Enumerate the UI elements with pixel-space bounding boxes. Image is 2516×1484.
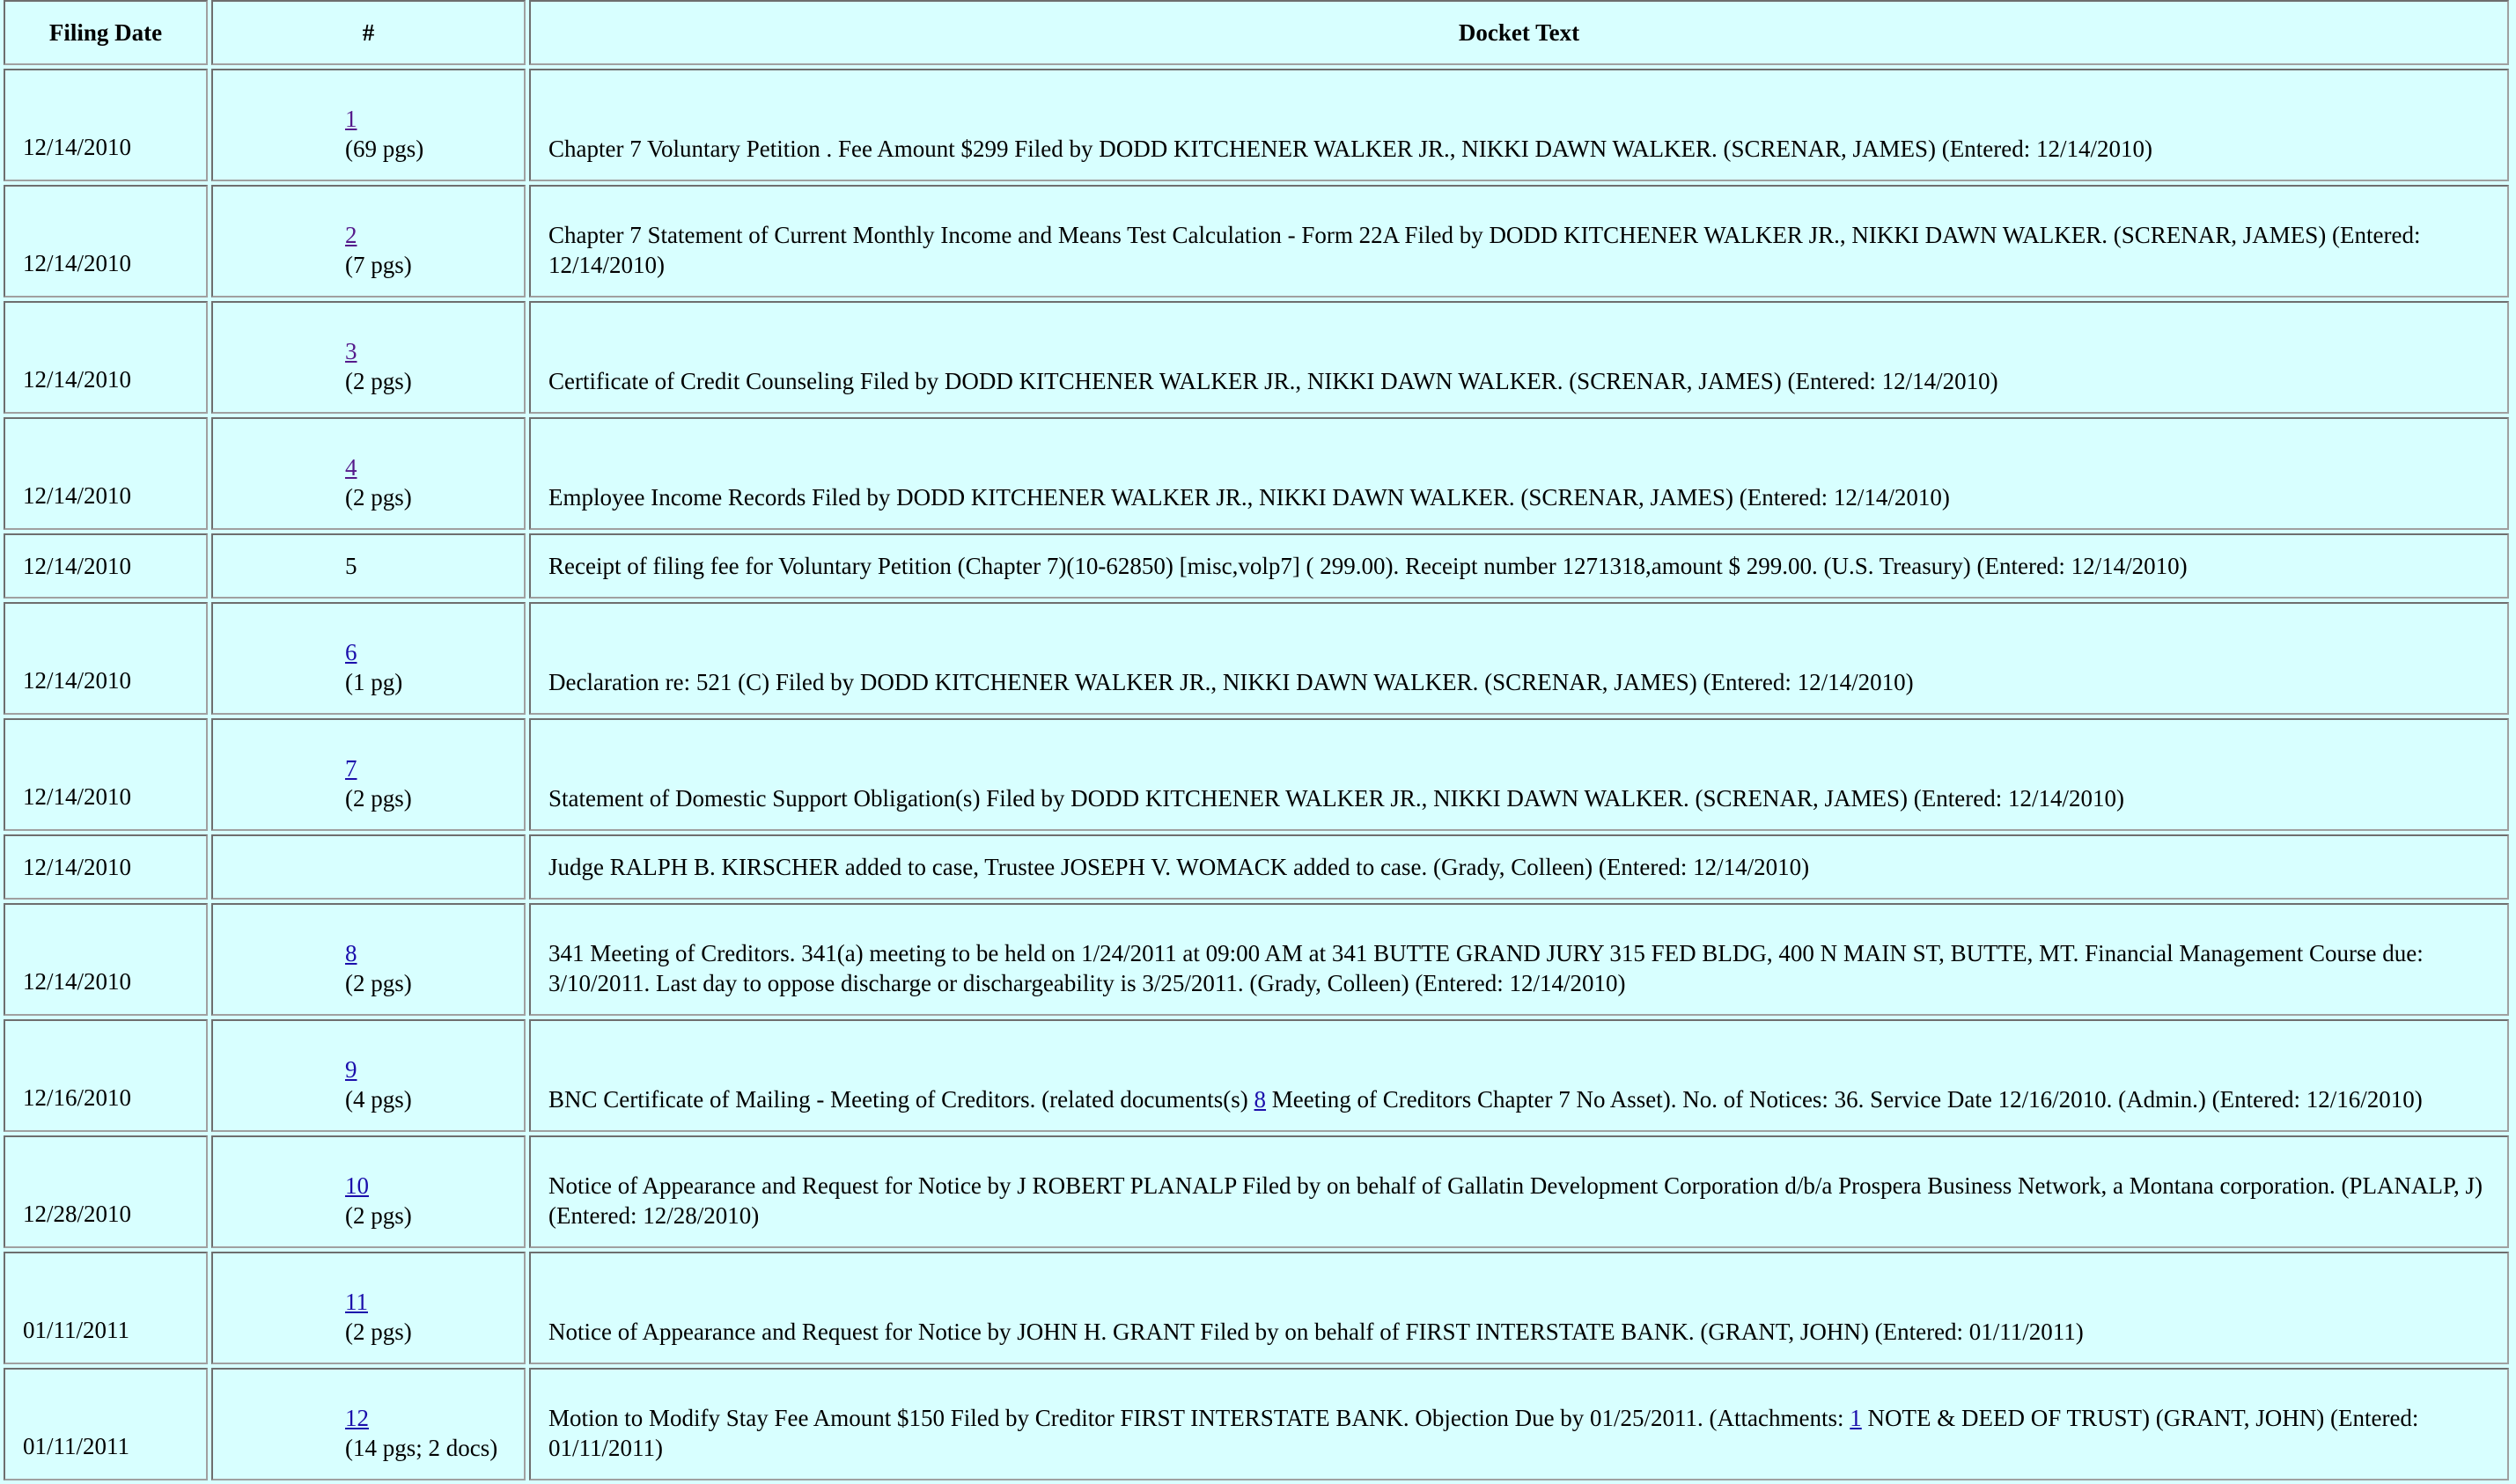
filing-date: 12/14/2010 — [4, 602, 208, 715]
attachment-link[interactable]: 1 — [1850, 1405, 1862, 1431]
doc-link[interactable]: 2 — [345, 222, 357, 248]
page-count: (2 pgs) — [345, 785, 412, 812]
doc-number-cell — [211, 1368, 526, 1480]
filing-date: 01/11/2011 — [4, 1252, 208, 1364]
doc-number-cell — [211, 301, 526, 414]
table-row — [4, 1252, 2509, 1364]
doc-link[interactable]: 4 — [345, 454, 357, 481]
doc-link[interactable]: 9 — [345, 1056, 357, 1083]
page-count: (4 pgs) — [345, 1086, 412, 1113]
doc-link[interactable]: 10 — [345, 1172, 369, 1199]
filing-date: 12/14/2010 — [4, 533, 208, 599]
table-row — [4, 417, 2509, 530]
filing-date: 12/28/2010 — [4, 1135, 208, 1248]
docket-text-part: Motion to Modify Stay Fee Amount $150 Filed by Creditor FIRST INTERSTATE BANK. Objection Due by 01/25/2011. (Attachments: — [548, 1405, 1850, 1431]
doc-number-cell — [211, 1135, 526, 1248]
doc-number-cell — [211, 1252, 526, 1364]
filing-date: 12/14/2010 — [4, 903, 208, 1016]
doc-number-cell — [211, 417, 526, 530]
docket-text-part: BNC Certificate of Mailing - Meeting of Creditors. (related documents(s) — [548, 1086, 1254, 1113]
table-row — [4, 301, 2509, 414]
docket-text: Statement of Domestic Support Obligation(s) Filed by DODD KITCHENER WALKER JR., NIKKI DAWN WALKER. (SCRENAR, JAMES) (Entered: 12/14/2010) — [529, 718, 2509, 831]
doc-number-cell — [211, 1019, 526, 1132]
page-count: (14 pgs; 2 docs) — [345, 1435, 498, 1461]
table-row — [4, 718, 2509, 831]
table-row — [4, 1368, 2509, 1480]
page-count: (2 pgs) — [345, 970, 412, 996]
docket-text — [529, 1368, 2509, 1480]
header-number: # — [211, 0, 526, 65]
header-filing-date: Filing Date — [4, 0, 208, 65]
header-row — [4, 0, 2509, 65]
docket-text: 341 Meeting of Creditors. 341(a) meeting to be held on 1/24/2011 at 09:00 AM at 341 BUTTE GRAND JURY 315 FED BLDG, 400 N MAIN ST, BUTTE, MT. Financial Management Course due: 3/10/2011. Last day to oppose discharge or dischargeability is 3/25/2011. (Grady, Colleen) (Entered: 12/14/2010) — [529, 903, 2509, 1016]
table-row — [4, 533, 2509, 599]
docket-text: Chapter 7 Voluntary Petition . Fee Amount $299 Filed by DODD KITCHENER WALKER JR., NIKKI DAWN WALKER. (SCRENAR, JAMES) (Entered: 12/14/2010) — [529, 69, 2509, 181]
docket-text: Receipt of filing fee for Voluntary Petition (Chapter 7)(10-62850) [misc,volp7] ( 299.00). Receipt number 1271318,amount $ 299.00. (U.S. Treasury) (Entered: 12/14/2010) — [529, 533, 2509, 599]
doc-link[interactable]: 12 — [345, 1405, 369, 1431]
doc-number-empty — [211, 834, 526, 900]
filing-date: 12/14/2010 — [4, 718, 208, 831]
page-count: (1 pg) — [345, 669, 403, 695]
docket-text-part: NOTE & DEED OF TRUST) (GRANT, JOHN) (Entered: 01/11/2011) — [548, 1405, 2419, 1461]
doc-number-cell — [211, 903, 526, 1016]
filing-date: 12/14/2010 — [4, 301, 208, 414]
table-row — [4, 903, 2509, 1016]
doc-link[interactable]: 7 — [345, 755, 357, 782]
doc-number-plain: 5 — [211, 533, 526, 599]
docket-text: Certificate of Credit Counseling Filed by DODD KITCHENER WALKER JR., NIKKI DAWN WALKER. (SCRENAR, JAMES) (Entered: 12/14/2010) — [529, 301, 2509, 414]
doc-number-cell — [211, 69, 526, 181]
table-row — [4, 602, 2509, 715]
page-count: (2 pgs) — [345, 368, 412, 394]
header-docket-text: Docket Text — [529, 0, 2509, 65]
table-row — [4, 69, 2509, 181]
filing-date: 12/14/2010 — [4, 417, 208, 530]
docket-text: Judge RALPH B. KIRSCHER added to case, Trustee JOSEPH V. WOMACK added to case. (Grady, Colleen) (Entered: 12/14/2010) — [529, 834, 2509, 900]
filing-date: 12/14/2010 — [4, 69, 208, 181]
page-count: (2 pgs) — [345, 1202, 412, 1229]
table-row — [4, 834, 2509, 900]
docket-text-part: Meeting of Creditors Chapter 7 No Asset). No. of Notices: 36. Service Date 12/16/2010. (Admin.) (Entered: 12/16/2010) — [1266, 1086, 2423, 1113]
table-row — [4, 1019, 2509, 1132]
page-count: (69 pgs) — [345, 136, 424, 162]
filing-date: 12/14/2010 — [4, 834, 208, 900]
docket-text: Employee Income Records Filed by DODD KITCHENER WALKER JR., NIKKI DAWN WALKER. (SCRENAR, JAMES) (Entered: 12/14/2010) — [529, 417, 2509, 530]
doc-link[interactable]: 1 — [345, 106, 357, 132]
filing-date: 12/16/2010 — [4, 1019, 208, 1132]
related-doc-link[interactable]: 8 — [1254, 1086, 1267, 1113]
doc-link[interactable]: 3 — [345, 338, 357, 364]
page-count: (2 pgs) — [345, 484, 412, 511]
table-row — [4, 185, 2509, 298]
table-row — [4, 1135, 2509, 1248]
doc-number-cell — [211, 718, 526, 831]
docket-text: Chapter 7 Statement of Current Monthly Income and Means Test Calculation - Form 22A Filed by DODD KITCHENER WALKER JR., NIKKI DAWN WALKER. (SCRENAR, JAMES) (Entered: 12/14/2010) — [529, 185, 2509, 298]
docket-text — [529, 1019, 2509, 1132]
docket-text: Notice of Appearance and Request for Notice by JOHN H. GRANT Filed by on behalf of FIRST INTERSTATE BANK. (GRANT, JOHN) (Entered: 01/11/2011) — [529, 1252, 2509, 1364]
docket-text: Declaration re: 521 (C) Filed by DODD KITCHENER WALKER JR., NIKKI DAWN WALKER. (SCRENAR, JAMES) (Entered: 12/14/2010) — [529, 602, 2509, 715]
doc-link[interactable]: 6 — [345, 639, 357, 665]
filing-date: 12/14/2010 — [4, 185, 208, 298]
page-count: (2 pgs) — [345, 1319, 412, 1345]
doc-link[interactable]: 8 — [345, 940, 357, 966]
doc-number-cell — [211, 602, 526, 715]
filing-date: 01/11/2011 — [4, 1368, 208, 1480]
docket-text: Notice of Appearance and Request for Notice by J ROBERT PLANALP Filed by on behalf of Gallatin Development Corporation d/b/a Prospera Business Network, a Montana corporation. (PLANALP, J) (Entered: 12/28/2010) — [529, 1135, 2509, 1248]
page-count: (7 pgs) — [345, 252, 412, 278]
doc-number-cell — [211, 185, 526, 298]
doc-link[interactable]: 11 — [345, 1289, 368, 1315]
